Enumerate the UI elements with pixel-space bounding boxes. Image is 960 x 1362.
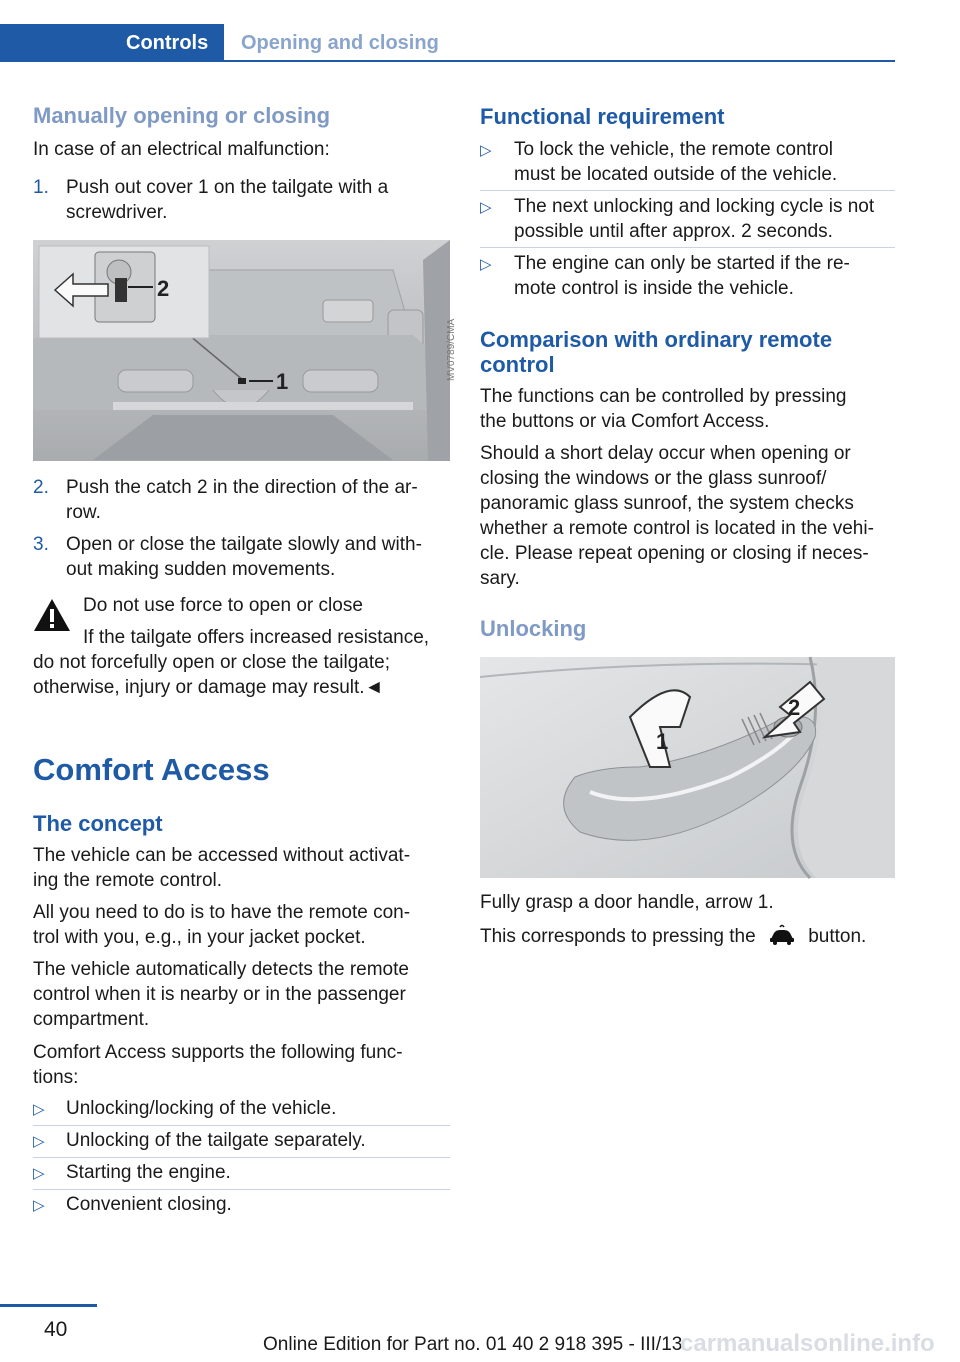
- comfort-access-heading: Comfort Access: [33, 752, 270, 787]
- bullet-icon: ▷: [33, 1101, 45, 1118]
- grasp-text: Fully grasp a door handle, arrow 1.: [480, 892, 774, 913]
- comparison-heading: Comparison with ordinary remote control: [480, 327, 833, 377]
- concept-paragraph: All you need to do is to have the remote con- trol with you, e.g., in your jacket pocket.: [33, 902, 411, 948]
- bullet-icon: ▷: [480, 199, 492, 216]
- unlock-button-icon: [767, 924, 797, 946]
- door-handle-illustration: [480, 657, 895, 878]
- bullet-icon: ▷: [480, 142, 492, 159]
- concept-paragraph: The vehicle can be accessed without activat- ing the remote control.: [33, 845, 411, 891]
- warning-title: Do not use force to open or close: [83, 595, 363, 616]
- divider: [33, 1157, 450, 1158]
- unlocking-heading: Unlocking: [480, 616, 587, 641]
- requirement-item: To lock the vehicle, the remote control must be located outside of the vehicle.: [514, 139, 838, 185]
- step-text: Open or close the tailgate slowly and with- out making sudden movements.: [66, 534, 422, 580]
- step-text: Push out cover 1 on the tailgate with a screwdriver.: [66, 177, 389, 223]
- concept-paragraph: The vehicle automatically detects the remote control when it is nearby or in the passenger compartment.: [33, 959, 409, 1030]
- edition-text: Online Edition for Part no. 01 40 2 918 395 - III/13: [263, 1334, 683, 1355]
- requirement-heading: Functional requirement: [480, 104, 725, 129]
- page-header: [0, 24, 895, 62]
- bullet-icon: ▷: [33, 1165, 45, 1182]
- callout-1: 1: [276, 369, 289, 394]
- manual-heading: Manually opening or closing: [33, 103, 331, 128]
- divider: [33, 1125, 450, 1126]
- function-item: Unlocking/locking of the vehicle.: [66, 1098, 337, 1119]
- comparison-paragraph: The functions can be controlled by pressing the buttons or via Comfort Access.: [480, 386, 847, 432]
- requirement-item: The next unlocking and locking cycle is not possible until after approx. 2 seconds.: [514, 196, 875, 242]
- divider: [480, 247, 895, 248]
- corresponds-text: This corresponds to pressing the button.: [480, 926, 867, 947]
- concept-heading: The concept: [33, 811, 163, 836]
- step-number: 2.: [33, 477, 49, 498]
- divider: [480, 190, 895, 191]
- function-item: Convenient closing.: [66, 1194, 232, 1215]
- warning-line: do not forcefully open or close the tailgate;: [33, 652, 391, 673]
- warning-icon: [33, 597, 71, 633]
- footer-rule: [0, 1304, 97, 1307]
- callout-1: 1: [656, 729, 669, 754]
- manual-intro: In case of an electrical malfunction:: [33, 139, 330, 160]
- bullet-icon: ▷: [480, 256, 492, 273]
- tailgate-illustration: [33, 240, 457, 461]
- bullet-icon: ▷: [33, 1133, 45, 1150]
- chapter-tab: Controls: [0, 24, 224, 62]
- watermark: carmanualsonline.info: [680, 1330, 935, 1357]
- door-handle-figure: [480, 657, 895, 878]
- section-tab: Opening and closing: [241, 32, 439, 54]
- bullet-icon: ▷: [33, 1197, 45, 1214]
- step-text: Push the catch 2 in the direction of the ar- row.: [66, 477, 418, 523]
- figure-code: MV0789/CMA: [446, 318, 457, 381]
- tailgate-figure: [33, 240, 457, 461]
- divider: [33, 1189, 450, 1190]
- function-item: Starting the engine.: [66, 1162, 231, 1183]
- concept-paragraph: Comfort Access supports the following func- tions:: [33, 1042, 403, 1088]
- callout-2: 2: [157, 276, 170, 301]
- cover-marker: [238, 378, 246, 384]
- page-number: 40: [44, 1318, 68, 1341]
- warning-line: If the tailgate offers increased resistance,: [83, 627, 430, 648]
- function-item: Unlocking of the tailgate separately.: [66, 1130, 366, 1151]
- step-number: 1.: [33, 177, 49, 198]
- warning-line: otherwise, injury or damage may result.◄: [33, 677, 384, 698]
- requirement-item: The engine can only be started if the re- mote control is inside the vehicle.: [514, 253, 850, 299]
- callout-2: 2: [788, 695, 801, 720]
- step-number: 3.: [33, 534, 49, 555]
- comparison-paragraph: Should a short delay occur when opening or closing the windows or the glass sunroof/ panoramic glass sunroof, the system checks whether a remote control is located in the vehi- cle. Please repeat opening or closing if neces- sary.: [480, 443, 874, 589]
